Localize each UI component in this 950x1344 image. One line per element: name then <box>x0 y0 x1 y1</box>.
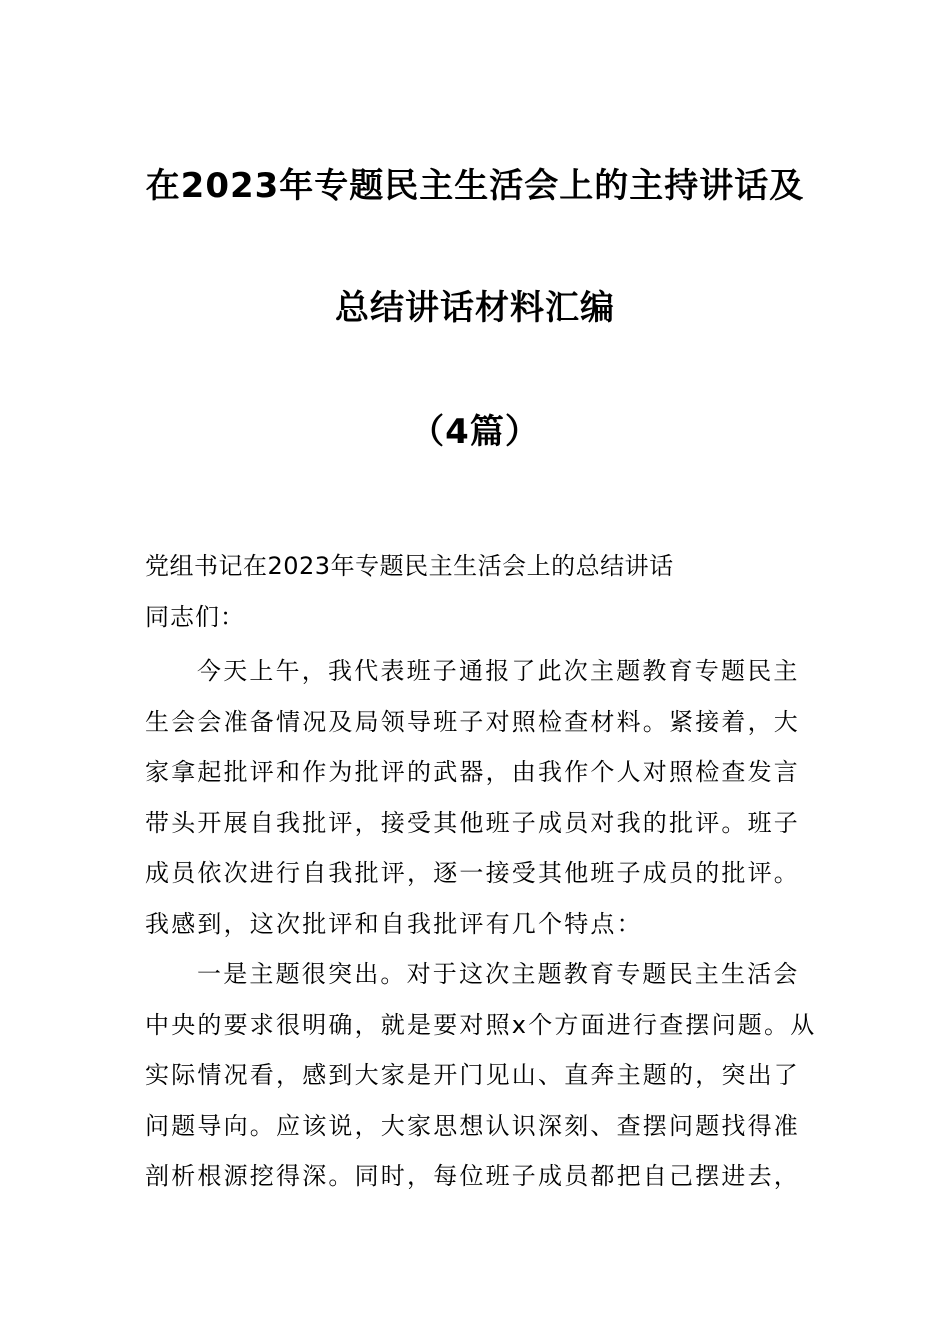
paragraph-line: 生会会准备情况及局领导班子对照检查材料。紧接着，大 <box>145 707 800 736</box>
paragraph-line: 家拿起批评和作为批评的武器，由我作个人对照检查发言 <box>145 758 800 786</box>
paragraph-line: 问题导向。应该说，大家思想认识深刻、查摆问题找得准 <box>145 1111 800 1140</box>
paragraph-line: 实际情况看，感到大家是开门见山、直奔主题的，突出了 <box>145 1061 800 1089</box>
greeting: 同志们： <box>145 603 245 631</box>
document-title-line-1: 在2023年专题民主生活会上的主持讲话及 <box>145 166 805 206</box>
document-title-line-2: 总结讲话材料汇编 <box>335 288 615 328</box>
body-paragraphs <box>145 646 817 1202</box>
document-title-count: （4篇） <box>410 412 540 452</box>
paragraph-line: 今天上午，我代表班子通报了此次主题教育专题民主 <box>197 657 800 685</box>
paragraph-line: 中央的要求很明确，就是要对照x个方面进行查摆问题。从 <box>145 1010 817 1039</box>
section-heading: 党组书记在2023年专题民主生活会上的总结讲话 <box>145 552 674 580</box>
paragraph-line: 成员依次进行自我批评，逐一接受其他班子成员的批评。 <box>145 859 800 887</box>
paragraph-line: 我感到，这次批评和自我批评有几个特点： <box>145 909 643 938</box>
paragraph-line: 带头开展自我批评，接受其他班子成员对我的批评。班子 <box>145 808 800 837</box>
paragraph-line: 剖析根源挖得深。同时，每位班子成员都把自己摆进去， <box>145 1162 800 1190</box>
paragraph-line: 一是主题很突出。对于这次主题教育专题民主生活会 <box>197 960 800 988</box>
